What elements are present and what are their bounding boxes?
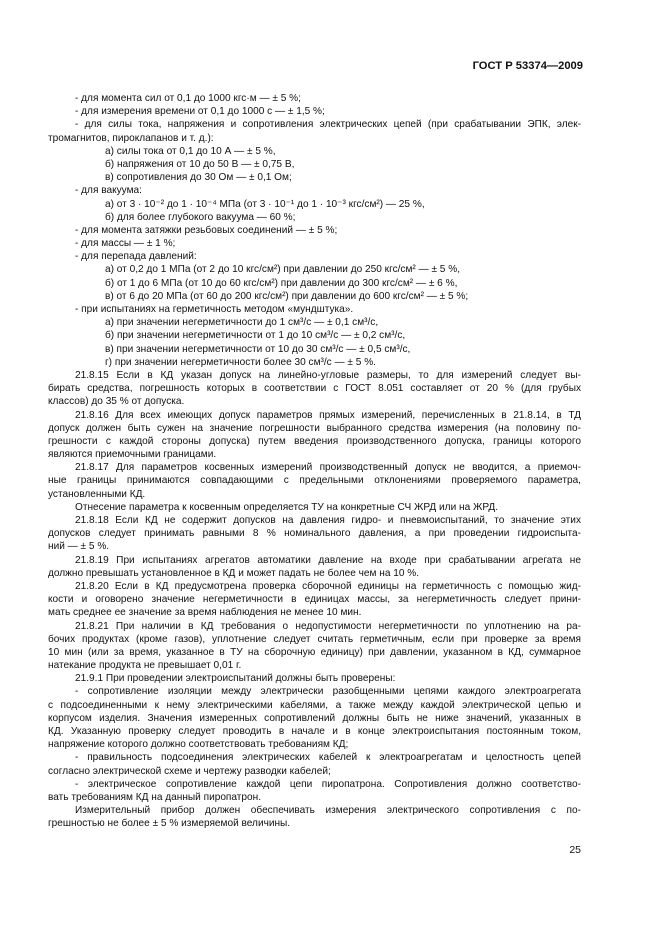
text-line: грешности с каждой стороны допуска) путем введения производственного допуска, границы которого: [48, 435, 581, 447]
text-line: - для измерения времени от 0,1 до 1000 с — ± 1,5 %;: [75, 106, 325, 118]
text-line: - для массы — ± 1 %;: [75, 238, 176, 250]
text-line: б) напряжения от 10 до 50 В — ± 0,75 В,: [105, 158, 295, 170]
text-line: тромагнитов, пироклапанов и т. д.):: [48, 132, 214, 144]
text-line: - для момента сил от 0,1 до 1000 кгс·м — ± 5 %;: [75, 93, 301, 104]
document-body: [48, 92, 581, 831]
text-line: классов) до 35 % от допуска.: [48, 396, 185, 408]
text-line: КД. Указанную проверку следует проводить в начале и в конце электроиспытания постоянным током,: [48, 726, 581, 737]
text-line: б) для более глубокого вакуума — 60 %;: [105, 211, 296, 223]
text-line: установленными КД.: [48, 488, 146, 500]
text-line: а) от 0,2 до 1 МПа (от 2 до 10 кгс/см²) при давлении до 250 кгс/см² — ± 5 %,: [105, 264, 461, 276]
text-line: - для перепада давлений:: [75, 251, 197, 263]
document-code: ГОСТ Р 53374—2009: [472, 60, 583, 72]
text-line: - для момента затяжки резьбовых соединений — ± 5 %;: [75, 224, 338, 236]
text-line: в) сопротивления до 30 Ом — ± 0,1 Ом;: [105, 172, 292, 184]
text-line: а) силы тока от 0,1 до 10 А — ± 5 %,: [105, 145, 276, 157]
text-line: корпусом изделия. Значения измеренных сопротивлений должны быть не ниже значений, указанных в: [48, 712, 581, 724]
text-line: - для вакуума:: [75, 185, 142, 197]
text-line: в) от 6 до 20 МПа (от 60 до 200 кгс/см²) при давлении до 600 кгс/см² — ± 5 %;: [105, 290, 469, 302]
text-line: - правильность подсоединения электрических кабелей к электроагрегатам и целостность цепей: [75, 752, 581, 764]
text-line: с подсоединенными к нему электрическими кабелями, а также между каждой электрической цепью и: [48, 699, 581, 711]
text-line: вать требованиям КД на данный пиропатрон.: [48, 791, 262, 803]
text-line: должно превышать установленное в КД и может падать не более чем на 10 %.: [48, 567, 420, 579]
text-line: допуск должен быть сужен на значение погрешности выбранного средства измерения (на половину по-: [48, 422, 581, 434]
text-line: б) при значении негерметичности от 1 до 10 см³/с — ± 0,2 см³/с,: [105, 330, 406, 342]
text-line: допусков следует принимать равными 8 % номинального давления, а при проведении гидроиспыта-: [48, 528, 581, 540]
text-line: бирать средства, погрешность которых в соответствии с ГОСТ 8.051 составляет от 20 % (для грубых: [48, 383, 581, 395]
text-line: 10 мин (или за время, указанное в ТУ на сборочную единицу) при давлении, указанном в КД, суммарное: [48, 646, 581, 658]
text-line: грешностью не более ± 5 % измеряемой величины.: [48, 818, 291, 830]
text-line: согласно электрической схеме и чертежу разводки кабелей;: [48, 765, 331, 777]
text-line: б) от 1 до 6 МПа (от 10 до 60 кгс/см²) при давлении до 300 кгс/см² — ± 6 %,: [105, 277, 458, 289]
text-line: являются приемочными границами.: [48, 449, 217, 461]
page-number: 25: [569, 844, 581, 856]
text-line: натекание продукта не превышает 0,01 г.: [48, 660, 242, 672]
text-line: 21.8.20 Если в КД предусмотрена проверка сборочной единицы на герметичность с помощью жид-: [75, 580, 581, 592]
text-line: 21.8.21 При наличии в КД требования о недопустимости негерметичности по уплотнению на ра-: [75, 620, 581, 632]
text-line: ний — ± 5 %.: [48, 541, 110, 553]
text-line: - электрическое сопротивление каждой цепи пиропатрона. Сопротивления должно соответство-: [75, 778, 581, 790]
text-line: - сопротивление изоляции между электрически разобщенными цепями каждого электроагрегата: [75, 686, 581, 698]
text-line: ные границы принимаются совпадающими с предельными отклонениями проверяемого параметра,: [48, 475, 581, 487]
text-line: 21.8.17 Для параметров косвенных измерений производственный допуск не вводится, а приемоч-: [75, 462, 581, 474]
text-line: - для силы тока, напряжения и сопротивления электрических цепей (при срабатывании ЭПК, элек-: [75, 119, 581, 131]
text-line: - при испытаниях на герметичность методом «мундштука».: [75, 304, 354, 315]
text-line: а) при значении негерметичности до 1 см³/с — ± 0,1 см³/с,: [105, 317, 379, 329]
text-line: бочих продуктах (кроме газов), уплотнение следует считать герметичным, если при проверке за время: [48, 633, 581, 645]
text-line: 21.8.19 При испытаниях агрегатов автоматики давление на входе при срабатывании агрегата не: [75, 554, 581, 566]
text-line: Измерительный прибор должен обеспечивать измерения электрического сопротивления с по-: [75, 805, 581, 817]
text-line: а) от 3 · 10⁻² до 1 · 10⁻⁴ МПа (от 3 · 10⁻¹ до 1 · 10⁻³ кгс/см²) — 25 %,: [105, 198, 425, 210]
text-line: 21.8.16 Для всех имеющих допуск параметров прямых измерений, перечисленных в 21.8.14, в ТД: [75, 409, 581, 421]
text-line: 21.9.1 При проведении электроиспытаний должны быть проверены:: [75, 673, 396, 685]
text-line: 21.8.18 Если КД не содержит допусков на давления гидро- и пневмоиспытаний, то значение этих: [75, 515, 581, 526]
text-line: Отнесение параметра к косвенным определяется ТУ на конкретные СЧ ЖРД или на ЖРД.: [75, 501, 499, 513]
text-line: мать среднее ее значение за время наблюдения не менее 10 мин.: [48, 607, 362, 619]
text-line: кости и оговорено значение негерметичности в единицах массы, за негерметичность следует прини-: [48, 594, 581, 606]
text-line: г) при значении негерметичности более 30 см³/с — ± 5 %.: [105, 356, 376, 368]
text-line: напряжение которого должно соответствовать требованиям КД;: [48, 739, 349, 751]
text-line: 21.8.15 Если в КД указан допуск на линейно-угловые размеры, то для измерений следует вы-: [75, 369, 581, 381]
text-line: в) при значении негерметичности от 10 до 30 см³/с — ± 0,5 см³/с,: [105, 343, 411, 355]
